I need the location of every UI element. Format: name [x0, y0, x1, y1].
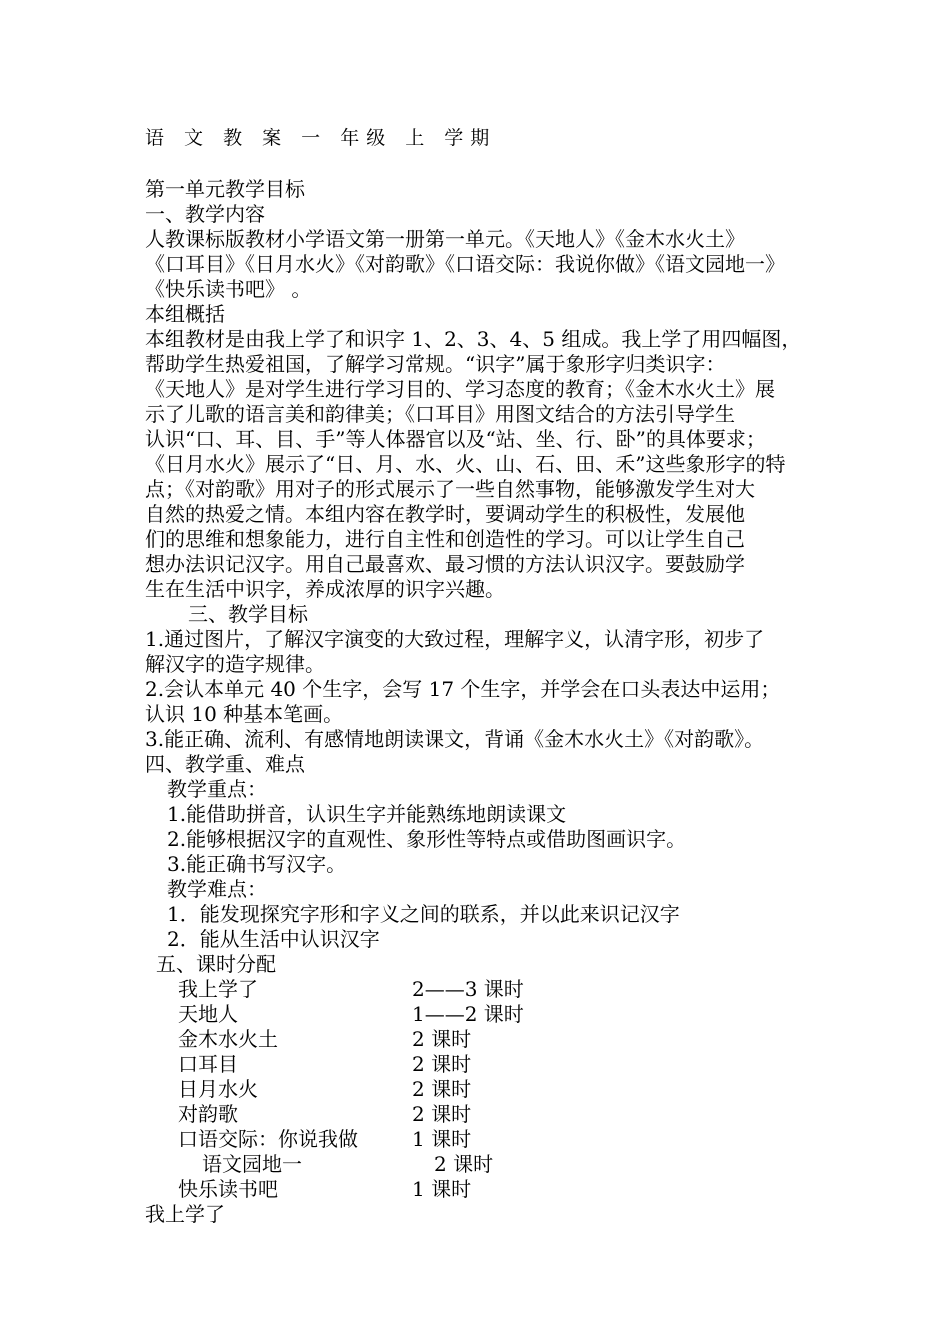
- overview-line: 示了儿歌的语言美和韵律美；《口耳目》用图文结合的方法引导学生: [145, 402, 735, 426]
- key-points-heading: 教学重点：: [167, 777, 267, 801]
- overview-line: 想办法识记汉字。用自己最喜欢、最习惯的方法认识汉字。要鼓励学: [145, 552, 745, 576]
- unit-heading: 第一单元教学目标: [145, 177, 305, 201]
- overview-line: 帮助学生热爱祖国，了解学习常规。“识字”属于象形字归类识字：: [145, 352, 726, 376]
- goal-line: 2.会认本单元 40 个生字，会写 17 个生字，并学会在口头表达中运用；: [145, 677, 781, 701]
- overview-heading: 本组概括: [145, 302, 225, 326]
- overview-line: 们的思维和想象能力，进行自主性和创造性的学习。可以让学生自己: [145, 527, 745, 551]
- overview-line: 认识“口、耳、目、手”等人体器官以及“站、坐、行、卧”的具体要求；: [145, 427, 766, 451]
- schedule-lesson-name: 日月水火: [178, 1077, 258, 1101]
- overview-line: 点；《对韵歌》用对子的形式展示了一些自然事物，能够激发学生对大: [145, 477, 755, 501]
- key-point: 3.能正确书写汉字。: [167, 852, 347, 876]
- goal-line: 解汉字的造字规律。: [145, 652, 325, 676]
- schedule-lesson-duration: 2——3 课时: [412, 977, 524, 1001]
- key-point: 1.能借助拼音，认识生字并能熟练地朗读课文: [167, 802, 567, 826]
- key-point: 2.能够根据汉字的直观性、象形性等特点或借助图画识字。: [167, 827, 687, 851]
- goal-line: 认识 10 种基本笔画。: [145, 702, 344, 726]
- overview-line: 《天地人》是对学生进行学习目的、学习态度的教育；《金木水火土》展: [145, 377, 775, 401]
- schedule-lesson-duration: 2 课时: [412, 1077, 472, 1101]
- schedule-lesson-name: 金木水火土: [178, 1027, 278, 1051]
- difficulty-point: 2．能从生活中认识汉字: [167, 927, 380, 951]
- difficulty-point: 1．能发现探究字形和字义之间的联系，并以此来识记汉字: [167, 902, 680, 926]
- section-heading-goals: 三、教学目标: [188, 602, 308, 626]
- schedule-lesson-duration: 2 课时: [412, 1052, 472, 1076]
- schedule-lesson-name: 天地人: [178, 1002, 238, 1026]
- goal-line: 1.通过图片，了解汉字演变的大致过程，理解字义，认清字形，初步了: [145, 627, 765, 651]
- schedule-lesson-duration: 1 课时: [412, 1127, 472, 1151]
- document-title: 语 文 教 案 一 年级 上 学期: [145, 127, 497, 149]
- schedule-lesson-duration: 1——2 课时: [412, 1002, 524, 1026]
- section-heading-schedule: 五、课时分配: [156, 952, 276, 976]
- content-line: 人教课标版教材小学语文第一册第一单元。《天地人》《金木水火土》: [145, 227, 745, 251]
- schedule-lesson-duration: 2 课时: [412, 1102, 472, 1126]
- content-line: 《快乐读书吧》 。: [145, 277, 312, 301]
- overview-line: 生在生活中识字，养成浓厚的识字兴趣。: [145, 577, 505, 601]
- schedule-lesson-name: 语文园地一: [202, 1152, 302, 1176]
- overview-line: 自然的热爱之情。本组内容在教学时，要调动学生的积极性，发展他: [145, 502, 745, 526]
- schedule-lesson-duration: 2 课时: [434, 1152, 494, 1176]
- schedule-lesson-name: 对韵歌: [178, 1102, 238, 1126]
- schedule-lesson-name: 我上学了: [178, 977, 258, 1001]
- section-heading-content: 一、教学内容: [145, 202, 265, 226]
- schedule-lesson-name: 口语交际：你说我做: [178, 1127, 358, 1151]
- goal-line: 3.能正确、流利、有感情地朗读课文，背诵《金木水火土》《对韵歌》。: [145, 727, 765, 751]
- schedule-lesson-duration: 2 课时: [412, 1027, 472, 1051]
- overview-line: 本组教材是由我上学了和识字 1、2、3、4、5 组成。我上学了用四幅图，: [145, 327, 802, 351]
- schedule-lesson-name: 口耳目: [178, 1052, 238, 1076]
- lesson-heading: 我上学了: [145, 1202, 225, 1226]
- content-line: 《口耳目》《日月水火》《对韵歌》《口语交际：我说你做》《语文园地一》: [145, 252, 785, 276]
- section-heading-key-difficult: 四、教学重、难点: [145, 752, 305, 776]
- schedule-lesson-duration: 1 课时: [412, 1177, 472, 1201]
- difficulty-heading: 教学难点：: [167, 877, 267, 901]
- schedule-lesson-name: 快乐读书吧: [178, 1177, 278, 1201]
- overview-line: 《日月水火》展示了“日、月、水、火、山、石、田、禾”这些象形字的特: [145, 452, 786, 476]
